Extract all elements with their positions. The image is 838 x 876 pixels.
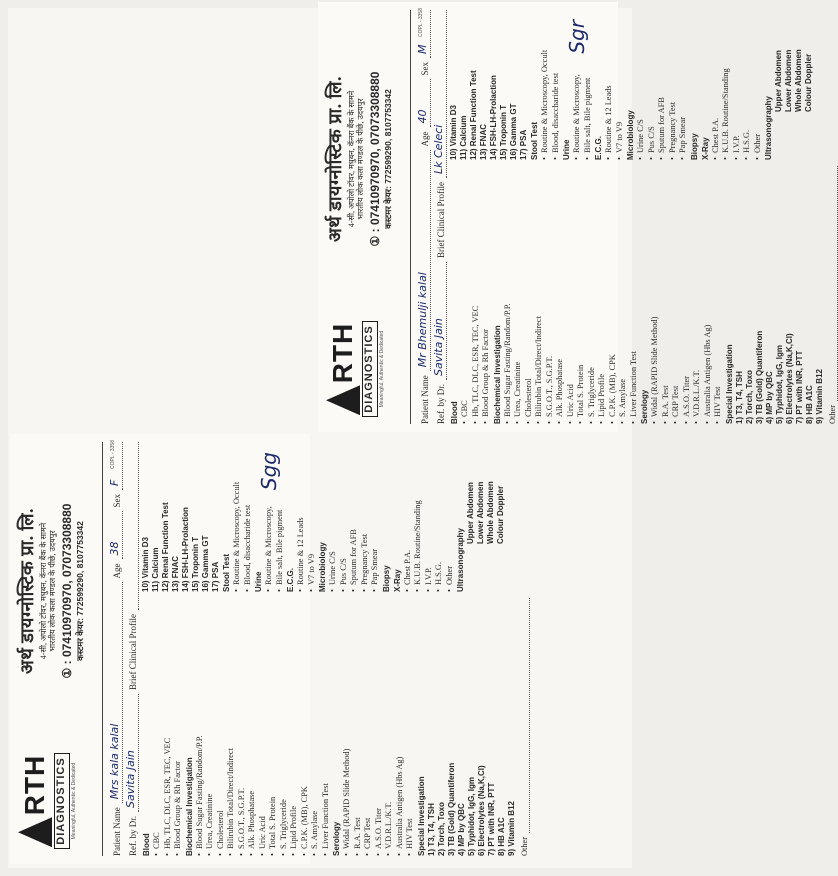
sex-value: F (108, 442, 123, 490)
test-item: • Routine & Microscopy, (572, 10, 583, 160)
company-address: 4-सी, अपोलो टॉवर, मधुबन, कॅनरा बैंक के सामने (346, 90, 356, 228)
test-item: • Chest P.A. (711, 10, 722, 160)
logo-a-mark-icon (18, 817, 52, 847)
other-row: Other (828, 166, 838, 424)
referral-row: Ref. by Dr. Savita Jain Brief Clinical Profile (123, 442, 139, 856)
other-row: Other (520, 598, 531, 856)
section-heading: Special Investigation (416, 776, 426, 856)
test-item: • CRP Test (363, 598, 374, 856)
section-heading: Special Investigation (724, 344, 734, 424)
test-item: • Cholesterol (216, 598, 227, 856)
test-item: 13) FNAC (479, 123, 488, 160)
tests-column-b (449, 10, 838, 160)
test-item: 9) Vitamin B12 (814, 369, 824, 424)
company-phone: ① : 07410970970, 07073308880 (367, 71, 382, 247)
test-item: • CBC (460, 166, 471, 424)
test-item: • Routine & 12 Leads (296, 442, 307, 592)
test-item: • Lipid Profile (597, 166, 608, 424)
section-heading: Urine (562, 139, 571, 160)
company-address: 4-सी, अपोलो टॉवर, मधुबन, कॅनरा बैंक के सामने (38, 522, 48, 660)
test-item: • V.D.R.L./K.T. (384, 598, 395, 856)
test-item: • K.U.B. Routine/Standing (721, 10, 732, 160)
test-item: • Australia Antigen (Hbs Ag) (703, 166, 714, 424)
test-item: • Pregnancy Test (360, 442, 371, 592)
test-item: 3) TB (Gold) Quantiferon (754, 330, 764, 424)
patient-row: Patient Name Mr Bhemulji kalal Age 40 Sex M (415, 10, 431, 424)
company-name: अर्थ डायग्नोस्टिक प्रा. लि. (325, 75, 345, 243)
test-item: 11) Calcium (459, 115, 468, 160)
test-item: • K.U.B. Routine/Standing (413, 442, 424, 592)
test-item: • S. Triglyceride (279, 598, 290, 856)
company-name: अर्थ डायग्नोस्टिक प्रा. लि. (17, 507, 37, 675)
test-item: Lower Abdomen (476, 481, 485, 544)
test-item: • Blood, disaccharide test (243, 442, 254, 592)
section-heading: Biochemical Investigation (184, 757, 194, 856)
test-item: • Routine & 12 Leads (604, 10, 615, 160)
logo-tagline: Meaningful, Authentic & Dedicated (378, 330, 385, 408)
section-heading: Microbiology (626, 110, 635, 160)
ref-by-value: Savita Jain (432, 262, 447, 380)
test-item: Upper Abdomen (466, 482, 475, 544)
test-item: • Widal (RAPID Slide Method) (650, 166, 661, 424)
test-item: • Blood Sugar Fasting/Random/P.P. (195, 598, 206, 856)
test-item: Colour Doppler (496, 485, 505, 544)
test-item: • Bilirubin Total/Direct/Indirect (226, 598, 237, 856)
test-item: 12) Renal Function Test (161, 502, 170, 592)
section-heading: Ultrasonography (764, 95, 773, 160)
section-heading: E.C.G. (286, 567, 295, 592)
test-item: • Uric Acid (566, 166, 577, 424)
test-item: • Pregnancy Test (668, 10, 679, 160)
test-item: 2) Torch, Toxo (744, 370, 754, 424)
logo-subtitle: DIAGNOSTICS (362, 321, 378, 416)
test-item: • Bilirubin Total/Direct/Indirect (534, 166, 545, 424)
test-item: • S. Amylase (310, 598, 321, 856)
test-item: 4) MP by QBC (764, 371, 774, 424)
test-item: • V7 to V9 (307, 442, 318, 592)
test-item: • H.S.G. (742, 10, 753, 160)
test-item: 16) Gamma GT (201, 535, 210, 592)
test-item: • Liver Function Test (629, 166, 640, 424)
company-address-2: भारतीय लोक कला मण्डल के पीछे, उदयपुर (356, 98, 366, 220)
test-item: • Alk. Phosphatase (555, 166, 566, 424)
test-item: 5) Typhidot, IgG, Igm (466, 777, 476, 856)
company-phone: ① : 07410970970, 07073308880 (59, 503, 74, 679)
section-heading: X-Ray (700, 137, 710, 160)
section-heading: Stool Test (530, 121, 539, 160)
test-item: Colour Doppler (804, 53, 813, 112)
arth-logo (324, 314, 386, 424)
test-item: • HIV Test (405, 598, 416, 856)
doctor-signature: Sgr (565, 20, 589, 54)
section-heading: E.C.G. (594, 135, 603, 160)
test-item: 8) HB A1C (496, 817, 506, 856)
test-item: • Sputum for AFB (657, 10, 668, 160)
tests-column-a (141, 598, 530, 856)
test-item: 14) FSH-LH-Prolaction (489, 75, 498, 160)
test-item: 7) PT with INR, PTT (794, 350, 804, 424)
test-item: 16) Gamma GT (509, 103, 518, 160)
test-item: • Hb, TLC, DLC, ESR, TEC, VEC (163, 598, 174, 856)
test-item: • CRP Test (671, 166, 682, 424)
test-item: • S.G.O.T., S.G.P.T. (237, 598, 248, 856)
test-item: • Routine & Microscopy, Occult (540, 10, 551, 160)
slip-header (324, 10, 411, 424)
section-heading: Serology (332, 821, 341, 856)
section-heading: Blood (142, 833, 151, 856)
test-item: • Blood Sugar Fasting/Random/P.P. (503, 166, 514, 424)
slip-header (16, 442, 103, 856)
test-item: Whole Abdomen (794, 49, 803, 112)
test-item: Upper Abdomen (774, 50, 783, 112)
age-value: 38 (108, 512, 123, 560)
clinical-profile-value (138, 442, 139, 610)
clinical-profile-value: Lk Celeci (432, 10, 447, 178)
test-item: 10) Vitamin D3 (141, 537, 150, 592)
test-item: • Routine & Microscopy, Occult (232, 442, 243, 592)
test-item: 8) HB A1C (804, 385, 814, 424)
requisition-slip-1 (10, 434, 529, 864)
test-item: • V.D.R.L./K.T. (692, 166, 703, 424)
test-item: 17) PSA (519, 129, 528, 160)
test-item: • H.S.G. (434, 442, 445, 592)
patient-row: Patient Name Mrs kala kalal Age 38 Sex F (107, 442, 123, 856)
test-item: 17) PSA (211, 561, 220, 592)
test-item: • Hb, TLC, DLC, ESR, TEC, VEC (471, 166, 482, 424)
referral-row: Ref. by Dr. Savita Jain Brief Clinical Profile Lk Celeci (431, 10, 447, 424)
ref-by-value: Savita Jain (124, 694, 139, 812)
section-heading: X-Ray (392, 569, 402, 592)
test-item: Whole Abdomen (486, 481, 495, 544)
test-item: 1) T3, T4, TSH (426, 803, 436, 856)
test-item: 4) MP by QBC (456, 803, 466, 856)
section-heading: Serology (640, 389, 649, 424)
test-item: • Liver Function Test (321, 598, 332, 856)
test-item: • Pus C/S (647, 10, 658, 160)
test-item: • Uric Acid (258, 598, 269, 856)
test-item: 5) Typhidot, IgG, Igm (774, 345, 784, 424)
test-item: • R.A. Test (661, 166, 672, 424)
test-item: 10) Vitamin D3 (449, 105, 458, 160)
test-item: • C.P.K. (MB), CPK (300, 598, 311, 856)
test-item: 2) Torch, Toxo (436, 802, 446, 856)
test-item: • A.S.O. Titer (374, 598, 385, 856)
test-item: • I.V.P. (732, 10, 743, 160)
test-item: • R.A. Test (353, 598, 364, 856)
test-item: • Bile salt, Bile pigment (583, 10, 594, 160)
section-heading: Biopsy (381, 565, 391, 592)
test-item: • Blood, disaccharide test (551, 10, 562, 160)
test-item: • Total S. Protein (576, 166, 587, 424)
test-item: • Pap Smear (678, 10, 689, 160)
test-item: 3) TB (Gold) Quantiferon (446, 762, 456, 856)
test-item: • Pap Smear (370, 442, 381, 592)
logo-subtitle: DIAGNOSTICS (54, 753, 70, 848)
test-item: • Other (753, 10, 764, 160)
section-heading: Biopsy (689, 133, 699, 160)
logo-word: RTH (19, 754, 50, 816)
test-item: • Other (445, 442, 456, 592)
test-item: • Sputum for AFB (349, 442, 360, 592)
patient-name-value: Mr Bhemulji kalal (416, 151, 431, 372)
test-item: • Pus C/S (339, 442, 350, 592)
test-item: • A.S.O. Titer (682, 166, 693, 424)
test-item: • HIV Test (713, 166, 724, 424)
test-item: 1) T3, T4, TSH (734, 371, 744, 424)
section-heading: Ultrasonography (456, 527, 465, 592)
section-heading: Biochemical Investigation (492, 325, 502, 424)
test-item: • S.G.O.T., S.G.P.T. (545, 166, 556, 424)
test-item: 7) PT with INR, PTT (486, 782, 496, 856)
test-item: • Bile salt, Bile pigment (275, 442, 286, 592)
test-item: • CBC (152, 598, 163, 856)
test-item: • V7 to V9 (615, 10, 626, 160)
test-item: • Urea, Creatinine (513, 166, 524, 424)
test-item: 6) Electrolytes (Na,K,Cl) (476, 765, 486, 856)
test-item: 15) Troponin T (191, 536, 200, 592)
section-heading: Urine (254, 571, 263, 592)
test-item: Lower Abdomen (784, 49, 793, 112)
test-item: 11) Calcium (151, 547, 160, 592)
sex-value: M (416, 10, 431, 58)
doctor-signature: Sgg (257, 452, 281, 491)
test-item: • Lipid Profile (289, 598, 300, 856)
test-item: • C.P.K. (MB), CPK (608, 166, 619, 424)
age-value: 40 (416, 80, 431, 128)
form-code: COPL - 3358 (110, 440, 116, 469)
test-item: • Blood Group & Rh Factor (173, 598, 184, 856)
company-address-2: भारतीय लोक कला मण्डल के पीछे, उदयपुर (48, 530, 58, 652)
form-code: COPL - 3358 (418, 8, 424, 37)
test-item: 15) Troponin T (499, 104, 508, 160)
test-item: • Chest P.A. (403, 442, 414, 592)
logo-word: RTH (327, 322, 358, 384)
test-item: • Australia Antigen (Hbs Ag) (395, 598, 406, 856)
tests-column-a (449, 166, 838, 424)
test-item: 9) Vitamin B12 (506, 801, 516, 856)
test-item: • Urine C/S (328, 442, 339, 592)
patient-name-value: Mrs kala kalal (108, 583, 123, 804)
test-item: 12) Renal Function Test (469, 70, 478, 160)
test-item: • S. Triglyceride (587, 166, 598, 424)
test-item: • Urea, Creatinine (205, 598, 216, 856)
section-heading: Microbiology (318, 542, 327, 592)
test-item: 6) Electrolytes (Na,K,Cl) (784, 333, 794, 424)
test-item: • S. Amylase (618, 166, 629, 424)
test-item: 14) FSH-LH-Prolaction (181, 507, 190, 592)
test-item: 13) FNAC (171, 555, 180, 592)
test-item: • Total S. Protein (268, 598, 279, 856)
test-item: • Cholesterol (524, 166, 535, 424)
customer-care: कस्टमर केयर: 772599290, 8107753342 (382, 89, 393, 229)
test-item: • Routine & Microscopy, (264, 442, 275, 592)
customer-care: कस्टमर केयर: 772599290, 8107753342 (74, 521, 85, 661)
section-heading: Blood (450, 401, 459, 424)
test-item: • Widal (RAPID Slide Method) (342, 598, 353, 856)
section-heading: Stool Test (222, 553, 231, 592)
test-item: • Urine C/S (636, 10, 647, 160)
test-item: • Alk. Phosphatase (247, 598, 258, 856)
test-item: • Blood Group & Rh Factor (481, 166, 492, 424)
requisition-slip-2 (318, 2, 837, 432)
tests-column-b (141, 442, 530, 592)
logo-a-mark-icon (326, 385, 360, 415)
test-item: • I.V.P. (424, 442, 435, 592)
arth-logo (16, 746, 78, 856)
logo-tagline: Meaningful, Authentic & Dedicated (70, 762, 77, 840)
